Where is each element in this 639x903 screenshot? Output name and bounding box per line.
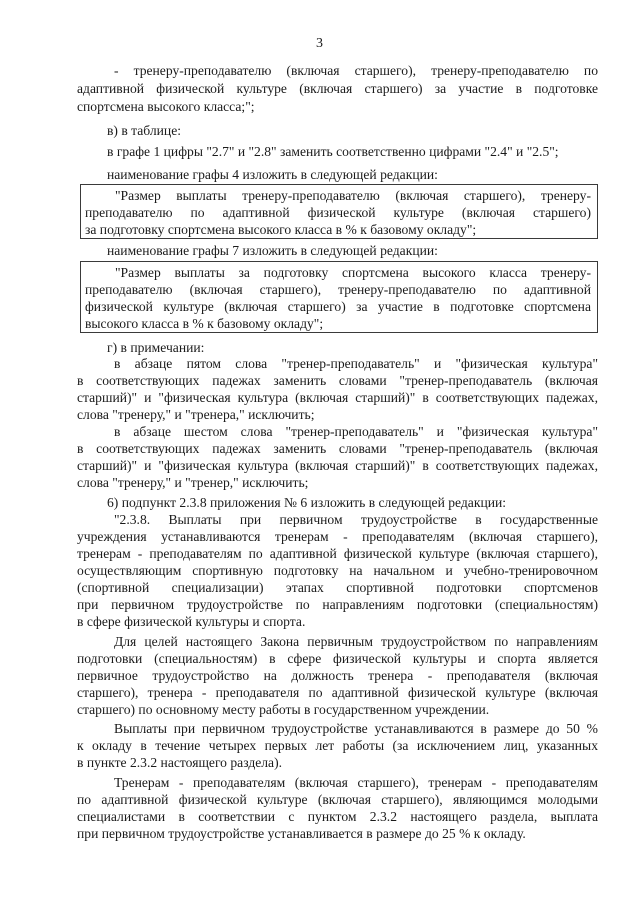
text-line: Выплаты при первичном трудоустройстве устанавливаются в размере до 50 % [114,721,598,736]
quote-line: "Размер выплаты за подготовку спортсмена высокого класса тренеру- [115,265,591,280]
text-line: в соответствующих падежах заменить словами "тренер-преподаватель (включая [77,373,598,388]
quote-line: "Размер выплаты тренеру-преподавателю (включая старшего), тренеру- [115,188,591,203]
quote-line: преподавателю (включая старшего), тренеру-преподавателю по адаптивной [85,282,591,297]
text-line: г) в примечании: [107,340,205,355]
text-line: (спортивной специализации) этапах спортивной подготовки спортсменов [77,580,598,595]
quote-line: за подготовку спортсмена высокого класса в % к базовому окладу"; [85,222,477,237]
text-line: Тренерам - преподавателям (включая старшего), тренерам - преподавателям [114,775,598,790]
text-line: слова "тренеру," и "тренер," исключить; [77,475,309,490]
quote-line: высокого класса в % к базовому окладу"; [85,316,324,331]
text-line: учреждения устанавливаются тренерам - преподавателям (включая старшего), [77,529,598,544]
text-line: первичное трудоустройство на должность тренера - преподавателя (включая [77,668,598,683]
text-line: слова "тренеру," и "тренера," исключить; [77,407,315,422]
text-line: осуществляющим спортивную подготовку на начальном и учебно-тренировочном [77,563,598,578]
text-line: в сфере физической культуры и спорта. [77,614,306,629]
text-line: Для целей настоящего Закона первичным трудоустройством по направлениям [114,634,598,649]
text-line: 6) подпункт 2.3.8 приложения № 6 изложить в следующей редакции: [107,495,507,510]
text-line: при первичном трудоустройстве устанавливается в размере до 25 % к окладу. [77,826,526,841]
text-line: в соответствующих падежах заменить словами "тренер-преподаватель (включая [77,441,598,456]
quote-box-graph-4 [80,184,598,239]
text-line: по адаптивной физической культуре (включая старшего), являющимся молодыми [77,792,598,807]
text-line: "2.3.8. Выплаты при первичном трудоустройстве в государственные [114,512,598,527]
text-line: в) в таблице: [107,123,182,138]
text-line: - тренеру-преподавателю (включая старшего), тренеру-преподавателю по [114,63,598,78]
text-line: в графе 1 цифры "2.7" и "2.8" заменить соответственно цифрами "2.4" и "2.5"; [107,144,559,159]
text-line: наименование графы 7 изложить в следующей редакции: [107,243,438,258]
text-line: в пункте 2.3.2 настоящего раздела). [77,755,283,770]
text-line: при первичном трудоустройстве по направлениям подготовки (специальностям) [77,597,598,612]
quote-line: преподавателю по адаптивной физической культуре (включая старшего) [85,205,591,220]
text-line: старший)" и "физическая культура (включая старший)" в соответствующих падежах, [77,458,598,473]
quote-box-graph-7 [80,261,598,333]
quote-line: физической культуре (включая старшего) за участие в подготовке спортсмена [85,299,591,314]
text-line: специалистами в соответствии с пунктом 2.3.2 настоящего раздела, выплата [77,809,598,824]
text-line: к окладу в течение четырех первых лет работы (за исключением лиц, указанных [77,738,598,753]
text-line: подготовки (специальностям) в сфере физической культуры и спорта является [77,651,598,666]
page-number: 3 [316,36,323,51]
text-line: в абзаце шестом слова "тренер-преподаватель" и "физическая культура" [114,424,598,439]
text-line: в абзаце пятом слова "тренер-преподаватель" и "физическая культура" [114,356,598,371]
text-line: адаптивной физической культуре (включая старшего) за участие в подготовке [77,81,598,96]
text-line: старшего), тренера - преподавателя по адаптивной физической культуре (включая [77,685,598,700]
text-line: старшего) по основному месту работы в государственном учреждении. [77,702,490,717]
text-line: тренерам - преподавателям по адаптивной физической культуре (включая старшего), [77,546,598,561]
text-line: спортсмена высокого класса;"; [77,99,255,114]
text-line: наименование графы 4 изложить в следующей редакции: [107,167,438,182]
text-line: старший)" и "физическая культура (включая старший)" в соответствующих падежах, [77,390,598,405]
